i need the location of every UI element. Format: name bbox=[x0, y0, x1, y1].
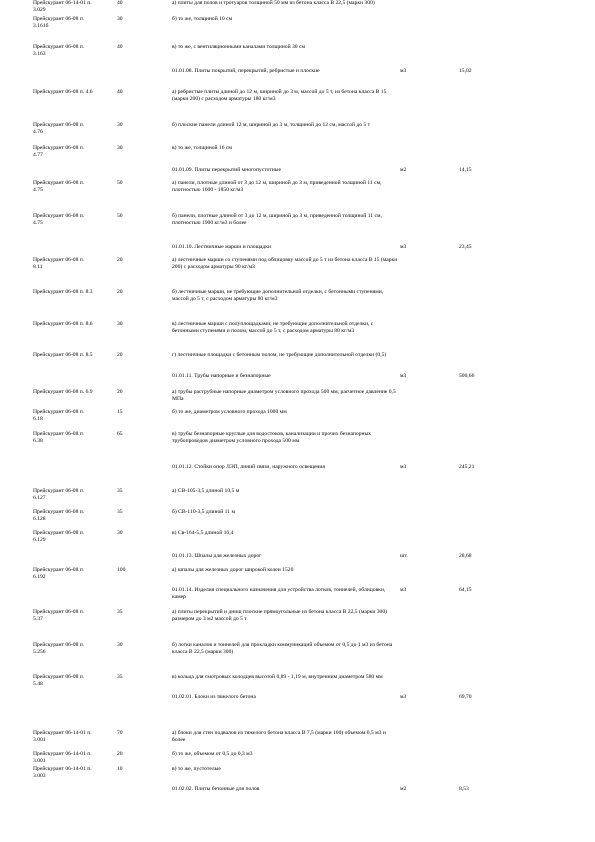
row-val: 35 bbox=[117, 609, 123, 615]
row-src: Прейскурант 06-08 п. 8.5 bbox=[33, 352, 93, 358]
row-price: 64,15 bbox=[459, 587, 472, 593]
row-src: Прейскурант 06-08 п. 4.75 bbox=[33, 213, 85, 226]
row-val: 35 bbox=[117, 509, 123, 515]
row-val: 35 bbox=[117, 674, 123, 680]
row-src: Прейскурант 06-14-01 п. 3.029 bbox=[33, 0, 92, 13]
row-desc: б) лестничные марши, не требующие дополнительной отделки, с бетонными ступенями, массой до 5 т, с расходом арматуры 80 кг/м3 bbox=[172, 289, 384, 302]
row-unit: м3 bbox=[400, 587, 407, 593]
row-val: 30 bbox=[117, 642, 123, 648]
row-val: 50 bbox=[117, 180, 123, 186]
row-val: 20 bbox=[117, 352, 123, 358]
row-val: 65 bbox=[117, 431, 123, 437]
row-price: 69,70 bbox=[459, 694, 472, 700]
row-desc: а) плиты перекрытий и днищ плоские прямоугольные из бетона класса В 22,5 (марки 300) размером до 3 м2 массой до 5 т bbox=[172, 609, 387, 622]
row-src: Прейскурант 06-08 п. 4.6 bbox=[33, 89, 93, 95]
row-desc: а) лестничные марши со ступенями под облицовку массой до 5 т из бетона класса В 15 (марки 200) с расходом арматуры 90 кг/м3 bbox=[172, 257, 398, 270]
row-price: 500,66 bbox=[459, 373, 475, 379]
row-src: Прейскурант 06-08 п. 3.161б bbox=[33, 16, 85, 29]
row-desc: б) то же, диаметром условного прохода 1000 мм bbox=[172, 409, 287, 415]
row-val: 30 bbox=[117, 145, 123, 151]
row-desc: б) то же, объемом от 0,5 до 0,3 м3 bbox=[172, 751, 253, 757]
row-val: 20 bbox=[117, 389, 123, 395]
row-val: 70 bbox=[117, 730, 123, 736]
row-src: Прейскурант 06-14-01 п. 3.001 bbox=[33, 751, 92, 764]
row-desc: б) лотки каналов и тоннелей для прокладки коммуникаций объемом от 0,5 до 1 м3 из бетона класса В 22,5 (марки 300) bbox=[172, 642, 393, 655]
row-val: 30 bbox=[117, 122, 123, 128]
row-desc: 01.01.12. Стойки опор ЛЭП, линий связи, наружного освещения bbox=[172, 464, 325, 470]
row-val: 40 bbox=[117, 89, 123, 95]
row-unit: м3 bbox=[400, 464, 407, 470]
row-val: 10 bbox=[117, 766, 123, 772]
row-src: Прейскурант 06-08 п. 5.48 bbox=[33, 674, 85, 687]
row-desc: г) лестничные площадки с бетонным полом, не требующие дополнительной отделки (0,5) bbox=[172, 352, 387, 358]
row-src: Прейскурант 06-08 п. 5.37 bbox=[33, 609, 85, 622]
row-desc: а) панели, плотные длиной от 3 до 12 м, шириной до 3 м, приведенной толщиной 11 см, плотностью 1600 - 1850 кг/м3 bbox=[172, 180, 382, 193]
row-unit: шт. bbox=[400, 553, 408, 559]
row-src: Прейскурант 06-08 п. 8.6 bbox=[33, 321, 93, 327]
row-desc: в) то же, толщиной 16 см bbox=[172, 145, 232, 151]
row-price: 28,68 bbox=[459, 553, 472, 559]
row-src: Прейскурант 06-08 п. 6.129 bbox=[33, 530, 85, 543]
row-desc: в) то же, с вентиляционными каналами толщиной 30 см bbox=[172, 44, 305, 50]
row-desc: а) шпалы для железных дорог широкой колеи 1520 bbox=[172, 567, 294, 573]
row-desc: а) ребристые плиты длиной до 12 м, шириной до 3 м, массой до 5 т, из бетона класса В 15 (марки 200) с расходом арматуры 180 кг/м3 bbox=[172, 89, 387, 102]
row-src: Прейскурант 06-08 п. 6.127 bbox=[33, 488, 85, 501]
row-val: 100 bbox=[117, 567, 126, 573]
row-src: Прейскурант 06-08 п. 6.18 bbox=[33, 409, 85, 422]
row-src: Прейскурант 06-08 п. 6.9 bbox=[33, 389, 93, 395]
row-src: Прейскурант 06-08 п. 5.256 bbox=[33, 642, 85, 655]
row-val: 35 bbox=[117, 488, 123, 494]
row-src: Прейскурант 06-08 п. 4.75 bbox=[33, 180, 85, 193]
row-desc: 01.01.10. Лестничные марши и площадки bbox=[172, 244, 271, 250]
row-desc: б) плоские панели длиной 12 м, шириной до 3 м, толщиной до 12 см, массой до 5 т bbox=[172, 122, 371, 128]
row-src: Прейскурант 06-08 п. 8.3 bbox=[33, 289, 93, 295]
row-val: 20 bbox=[117, 257, 123, 263]
row-price: 14,15 bbox=[459, 167, 472, 173]
row-desc: 01.01.13. Шпалы для железных дорог bbox=[172, 553, 262, 559]
row-desc: б) панели, плотные длиной от 3 до 12 м, шириной до 3 м, приведенной толщиной 11 см, плотностью 1900 кг/м3 и более bbox=[172, 213, 382, 226]
row-val: 30 bbox=[117, 321, 123, 327]
row-src: Прейскурант 06-08 п. 6.38 bbox=[33, 431, 85, 444]
row-desc: в) трубы безнапорные круглые для водостоков, канализации и прочих безнапорных трубопроводов диаметром условного прохода 500 мм bbox=[172, 431, 372, 444]
row-desc: б) СВ-110-3,5 длиной 11 м bbox=[172, 509, 236, 515]
row-src: Прейскурант 06-08 п. 3.163 bbox=[33, 44, 85, 57]
row-price: 23,45 bbox=[459, 244, 472, 250]
row-val: 40 bbox=[117, 44, 123, 50]
row-price: 8,53 bbox=[459, 786, 469, 792]
row-src: Прейскурант 06-14-01 п. 3.003 bbox=[33, 766, 92, 779]
row-src: Прейскурант 06-14-01 п. 3.001 bbox=[33, 730, 92, 743]
row-val: 15 bbox=[117, 409, 123, 415]
row-src: Прейскурант 06-08 п. 6.128 bbox=[33, 509, 85, 522]
row-unit: м3 bbox=[400, 694, 407, 700]
row-desc: 01.01.11. Трубы напорные и безнапорные bbox=[172, 373, 271, 379]
row-unit: м3 bbox=[400, 68, 407, 74]
row-price: 245,21 bbox=[459, 464, 475, 470]
row-desc: а) блоки для стен подвалов из тяжелого бетона класса В 7,5 (марки 100) объемом 0,5 м3 и более bbox=[172, 730, 386, 743]
row-desc: в) Св-164-5,5 длиной 16,4 bbox=[172, 530, 234, 536]
row-unit: м2 bbox=[400, 167, 407, 173]
row-src: Прейскурант 06-08 п. 4.76 bbox=[33, 122, 85, 135]
row-val: 30 bbox=[117, 530, 123, 536]
row-src: Прейскурант 06-08 п. 4.77 bbox=[33, 145, 85, 158]
row-desc: 01.01.08. Плиты покрытий, перекрытий, ребристые и плоские bbox=[172, 68, 320, 74]
row-val: 40 bbox=[117, 0, 123, 6]
row-desc: а) трубы раструбные напорные диаметром условного прохода 500 мм, расчетное давление 0,5 МПа bbox=[172, 389, 396, 402]
row-unit: м2 bbox=[400, 786, 407, 792]
row-val: 30 bbox=[117, 16, 123, 22]
row-desc: 01.01.14. Изделия специального назначения для устройства лотков, тоннелей, облицовки, камер bbox=[172, 587, 386, 600]
row-desc: в) то же, пустотелые bbox=[172, 766, 221, 772]
row-price: 15,02 bbox=[459, 68, 472, 74]
row-desc: 01.01.09. Плиты перекрытий многопустотные bbox=[172, 167, 281, 173]
row-val: 20 bbox=[117, 289, 123, 295]
row-src: Прейскурант 06-08 п. 6.192 bbox=[33, 567, 85, 580]
row-unit: м3 bbox=[400, 244, 407, 250]
row-desc: а) плиты для полов и тротуаров толщиной 50 мм из бетона класса В 22,5 (марки 300) bbox=[172, 0, 375, 6]
row-src: Прейскурант 06-08 п. 8.11 bbox=[33, 257, 85, 270]
row-desc: а) СВ-105-3,5 длиной 10,5 м bbox=[172, 488, 240, 494]
row-val: 20 bbox=[117, 751, 123, 757]
row-val: 50 bbox=[117, 213, 123, 219]
row-desc: б) то же, толщиной 10 см bbox=[172, 16, 233, 22]
row-desc: в) кольца для смотровых колодцев высотой 0,89 - 1,19 м, внутренним диаметром 580 мм bbox=[172, 674, 383, 680]
row-unit: м3 bbox=[400, 373, 407, 379]
row-desc: 01.02.02. Плиты бетонные для полов bbox=[172, 786, 260, 792]
row-desc: 01.02.01. Блоки из тяжелого бетона bbox=[172, 694, 256, 700]
row-desc: в) лестничные марши с полуплощадками, не требующие дополнительной отделки, с бетонными ступенями и полом, массой до 5 т, с расходом арматуры 80 кг/м3 bbox=[172, 321, 374, 334]
